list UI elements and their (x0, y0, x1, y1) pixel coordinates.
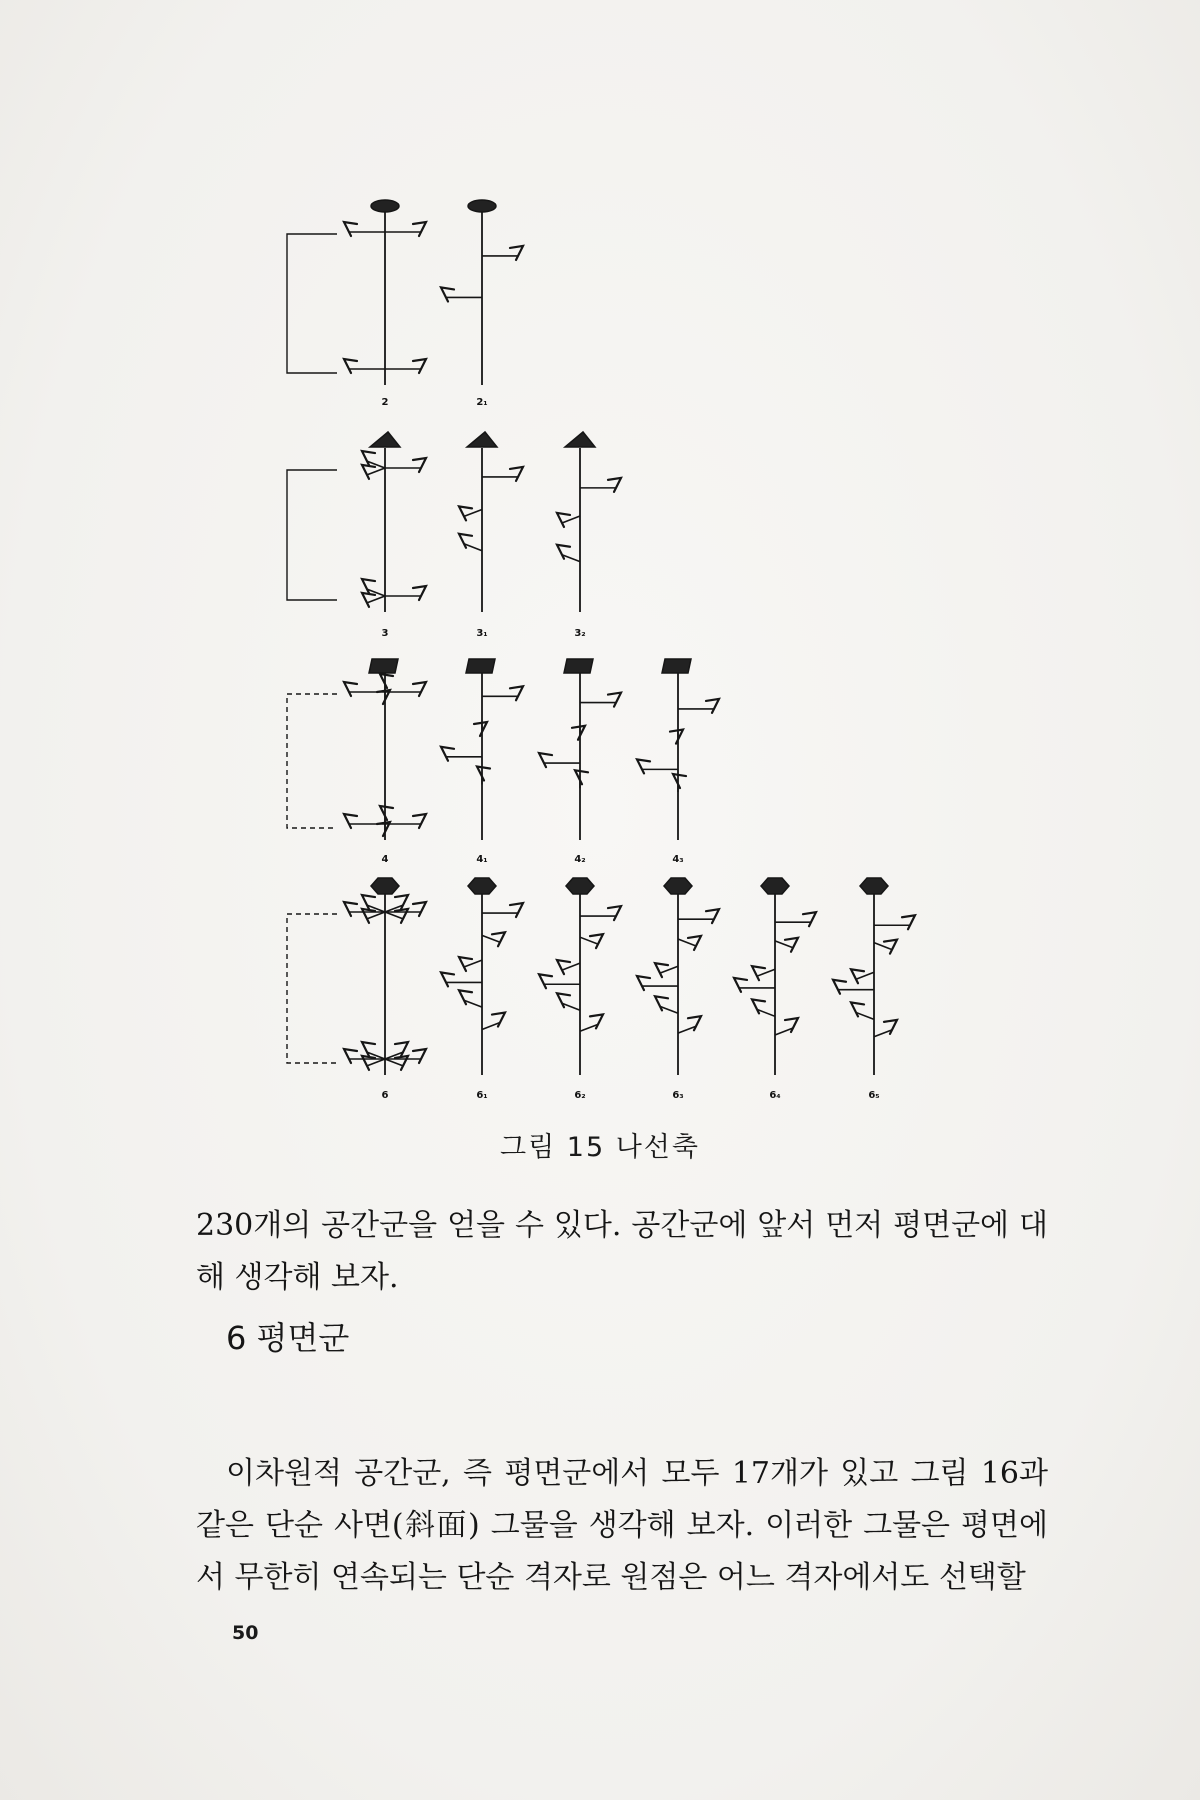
motif-arm (482, 935, 500, 942)
sixfold-hexagon-symbol (860, 878, 888, 894)
helical-axis-diagram (441, 878, 523, 1101)
helical-axis-diagram (539, 659, 621, 865)
motif-mark (413, 222, 426, 236)
motif-mark (673, 774, 686, 788)
motif-mark (706, 699, 719, 713)
fourfold-square-symbol (662, 659, 691, 673)
helical-axis-diagram (539, 878, 621, 1101)
motif-mark (608, 693, 621, 707)
sixfold-hexagon-symbol (664, 878, 692, 894)
axis-label: 6₅ (868, 1090, 880, 1101)
axis-label: 6₁ (476, 1090, 488, 1101)
motif-mark (637, 976, 650, 990)
motif-mark (441, 747, 454, 761)
motif-mark (706, 909, 719, 923)
period-bracket (287, 914, 337, 1063)
motif-arm (757, 969, 775, 976)
motif-mark (441, 287, 454, 301)
twofold-ellipse-symbol (371, 200, 399, 212)
motif-mark (344, 222, 357, 236)
period-bracket (287, 694, 337, 828)
helical-axis-diagram (734, 878, 816, 1101)
motif-mark (734, 978, 747, 992)
motif-mark (380, 806, 393, 820)
motif-arm (775, 941, 793, 948)
axis-label: 6₃ (672, 1090, 684, 1101)
section-heading: 6 평면군 (226, 1319, 350, 1357)
motif-mark (413, 458, 426, 472)
sixfold-hexagon-symbol (468, 878, 496, 894)
axis-label: 3₂ (574, 628, 586, 639)
axis-label: 2 (381, 397, 389, 408)
paragraph-plane-groups: 이차원적 공간군, 즉 평면군에서 모두 17개가 있고 그림 16과 같은 단순 사면(斜面) 그물을 생각해 보자. 이러한 그물은 평면에서 무한히 연속되는 단순 격자로 원점은 어느 격자에서도 선택할 (196, 1456, 1048, 1595)
motif-mark (572, 726, 585, 740)
helical-axis-diagram (637, 878, 719, 1101)
axis-label: 4₃ (672, 854, 684, 865)
motif-arm (464, 960, 482, 967)
fourfold-square-symbol (369, 659, 398, 673)
motif-mark (344, 359, 357, 373)
threefold-triangle-symbol (467, 432, 497, 447)
motif-mark (510, 467, 523, 481)
motif-mark (474, 722, 487, 736)
threefold-triangle-symbol (370, 432, 400, 447)
fourfold-square-symbol (564, 659, 593, 673)
motif-arm (562, 516, 580, 523)
motif-arm (367, 596, 385, 603)
motif-mark (413, 902, 426, 916)
axis-label: 3₁ (476, 628, 488, 639)
motif-mark (608, 478, 621, 492)
period-bracket (287, 470, 337, 600)
paragraph-intro: 230개의 공간군을 얻을 수 있다. 공간군에 앞서 먼저 평면군에 대해 생각해 보자. (196, 1208, 1048, 1295)
axis-label: 4 (381, 854, 389, 865)
motif-mark (670, 730, 683, 744)
helical-axis-diagram (833, 878, 915, 1101)
helical-axis-diagram (459, 432, 523, 639)
motif-mark (344, 1049, 357, 1063)
motif-arm (660, 966, 678, 973)
motif-mark (344, 902, 357, 916)
helical-axis-diagram (287, 432, 426, 639)
motif-mark (608, 906, 621, 920)
motif-arm (856, 972, 874, 979)
twofold-ellipse-symbol (468, 200, 496, 212)
threefold-triangle-symbol (565, 432, 595, 447)
motif-mark (413, 586, 426, 600)
motif-mark (510, 903, 523, 917)
period-bracket (287, 234, 337, 373)
motif-mark (413, 1049, 426, 1063)
motif-arm (367, 912, 385, 919)
helical-axis-diagram (287, 878, 426, 1101)
motif-mark (344, 814, 357, 828)
motif-mark (803, 912, 816, 926)
axis-label: 3 (381, 628, 389, 639)
helical-axis-diagram (637, 659, 719, 865)
motif-mark (413, 682, 426, 696)
motif-mark (637, 759, 650, 773)
helical-axis-diagram (287, 659, 426, 865)
motif-arm (385, 912, 403, 919)
figure-caption: 그림 15 나선축 (500, 1132, 700, 1163)
sixfold-hexagon-symbol (566, 878, 594, 894)
motif-mark (413, 814, 426, 828)
axis-label: 6₄ (769, 1090, 781, 1101)
motif-arm (678, 939, 696, 946)
motif-arm (874, 943, 892, 950)
motif-mark (477, 767, 490, 781)
helical-axis-diagram (441, 200, 523, 408)
motif-arm (562, 963, 580, 970)
motif-mark (380, 674, 393, 688)
motif-mark (344, 682, 357, 696)
page-number: 50 (232, 1622, 259, 1644)
sixfold-hexagon-symbol (371, 878, 399, 894)
motif-mark (575, 770, 588, 784)
motif-mark (510, 686, 523, 700)
motif-arm (580, 937, 598, 944)
motif-mark (833, 980, 846, 994)
sixfold-hexagon-symbol (761, 878, 789, 894)
motif-mark (902, 915, 915, 929)
axis-label: 4₂ (574, 854, 586, 865)
motif-mark (539, 753, 552, 767)
axis-label: 6 (381, 1090, 389, 1101)
motif-arm (464, 509, 482, 516)
motif-arm (367, 468, 385, 475)
axis-label: 4₁ (476, 854, 488, 865)
fourfold-square-symbol (466, 659, 495, 673)
helical-axis-diagram (287, 200, 426, 408)
motif-mark (539, 974, 552, 988)
helical-axis-diagram (557, 432, 621, 639)
motif-mark (441, 972, 454, 986)
motif-arm (367, 1059, 385, 1066)
motif-arm (385, 1059, 403, 1066)
motif-mark (510, 246, 523, 260)
axis-label: 6₂ (574, 1090, 586, 1101)
motif-mark (413, 359, 426, 373)
axis-label: 2₁ (476, 397, 488, 408)
helical-axis-diagram (441, 659, 523, 865)
